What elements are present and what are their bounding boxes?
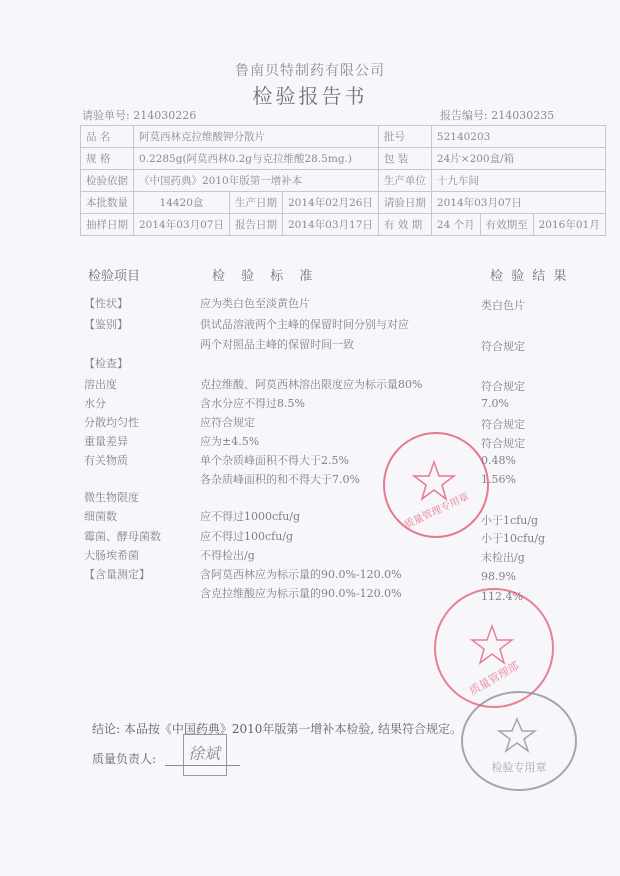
result-item: 水分	[84, 397, 106, 410]
request-date-value: 2014年03月07日	[431, 192, 605, 214]
report-number-value: 214030235	[491, 109, 555, 122]
result-standard: 各杂质峰面积的和不得大于7.0%	[200, 473, 360, 486]
result-standard: 应不得过100cfu/g	[200, 530, 294, 543]
product-name-label: 品 名	[81, 126, 134, 148]
package-label: 包 装	[378, 148, 431, 170]
result-value: 符合规定	[481, 418, 525, 431]
report-number	[440, 107, 554, 123]
result-standard: 应为±4.5%	[200, 435, 260, 448]
quality-department-stamp	[434, 588, 554, 708]
company-name: 鲁南贝特制药有限公司	[235, 63, 385, 79]
result-standard: 供试品溶液两个主峰的保留时间分别与对应	[200, 318, 409, 331]
request-date-label: 请验日期	[378, 192, 431, 214]
result-item: 分散均匀性	[84, 416, 139, 429]
report-date-value: 2014年03月17日	[282, 214, 378, 236]
basis-label: 检验依据	[81, 170, 134, 192]
result-value: 小于1cfu/g	[481, 514, 539, 527]
stamp-text: 质量管理专用章	[402, 491, 471, 532]
validity-value: 24 个月	[431, 214, 480, 236]
result-item: 微生物限度	[84, 491, 139, 504]
request-number-value: 214030226	[133, 109, 197, 122]
basis-value: 《中国药典》2010年版第一增补本	[134, 170, 379, 192]
column-header-result: 检 验 结 果	[490, 269, 569, 284]
result-standard: 克拉维酸、阿莫西林溶出限度应为标示量80%	[200, 378, 423, 391]
result-value: 112.4%	[481, 590, 523, 603]
request-number	[82, 107, 196, 123]
report-title: 检验报告书	[252, 84, 368, 108]
signature: 徐斌	[188, 744, 221, 763]
stamp-text: 质量管理部	[467, 659, 522, 698]
product-info-table	[80, 125, 606, 236]
product-name: 阿莫西林克拉维酸钾分散片	[134, 126, 379, 148]
result-standard: 含阿莫西林应为标示量的90.0%-120.0%	[200, 568, 402, 581]
result-item: 大肠埃希菌	[84, 549, 139, 562]
result-standard: 含克拉维酸应为标示量的90.0%-120.0%	[200, 587, 402, 600]
result-item: 重量差异	[84, 435, 128, 448]
result-value: 符合规定	[481, 340, 525, 353]
result-value: 类白色片	[481, 299, 525, 312]
package-value: 24片×200盒/箱	[431, 148, 605, 170]
column-header-item: 检验项目	[88, 269, 141, 284]
signature-line	[165, 765, 240, 766]
result-value: 98.9%	[481, 570, 516, 583]
result-standard: 不得检出/g	[200, 549, 255, 562]
result-value: 未检出/g	[481, 551, 525, 564]
validity-label: 有 效 期	[378, 214, 431, 236]
quantity-label: 本批数量	[81, 192, 134, 214]
quality-control-stamp	[383, 432, 489, 538]
batch-value: 52140203	[431, 126, 605, 148]
result-item: 有关物质	[84, 454, 128, 467]
result-item: 【性状】	[84, 297, 128, 310]
result-standard: 应为类白色至淡黄色片	[200, 297, 310, 310]
batch-label: 批号	[378, 126, 431, 148]
request-number-label: 请验单号:	[82, 109, 130, 122]
result-value: 7.0%	[481, 397, 509, 410]
producer-value: 十九车间	[431, 170, 605, 192]
quality-responsible-label: 质量负责人:	[92, 752, 157, 766]
result-item: 霉菌、酵母菌数	[84, 530, 161, 543]
result-item: 【鉴别】	[84, 318, 128, 331]
result-standard: 应不得过1000cfu/g	[200, 510, 301, 523]
conclusion-text: 结论: 本品按《中国药典》2010年版第一增补本检验, 结果符合规定。	[92, 722, 463, 736]
result-item: 溶出度	[84, 378, 117, 391]
inspection-stamp	[461, 691, 577, 791]
result-standard: 两个对照品主峰的保留时间一致	[200, 338, 354, 351]
result-value: 符合规定	[481, 437, 525, 450]
prod-date-label: 生产日期	[229, 192, 282, 214]
producer-label: 生产单位	[378, 170, 431, 192]
expiry-value: 2016年01月	[533, 214, 605, 236]
result-value: 小于10cfu/g	[481, 532, 546, 545]
result-item: 【检查】	[84, 357, 128, 370]
quantity-value: 14420盒	[134, 192, 230, 214]
expiry-label: 有效期至	[480, 214, 533, 236]
result-standard: 单个杂质峰面积不得大于2.5%	[200, 454, 349, 467]
result-item: 细菌数	[84, 510, 117, 523]
result-standard: 含水分应不得过8.5%	[200, 397, 305, 410]
column-header-standard: 检 验 标 准	[212, 269, 319, 284]
result-value: 0.48%	[481, 454, 516, 467]
stamp-text: 检验专用章	[491, 761, 547, 774]
prod-date-value: 2014年02月26日	[282, 192, 378, 214]
result-item: 【含量测定】	[84, 568, 150, 581]
spec-label: 规 格	[81, 148, 134, 170]
sample-date-value: 2014年03月07日	[134, 214, 230, 236]
result-value: 符合规定	[481, 380, 525, 393]
spec-value: 0.2285g(阿莫西林0.2g与克拉维酸28.5mg.)	[134, 148, 379, 170]
sample-date-label: 抽样日期	[81, 214, 134, 236]
result-value: 1.56%	[481, 473, 516, 486]
report-date-label: 报告日期	[229, 214, 282, 236]
result-standard: 应符合规定	[200, 416, 255, 429]
report-number-label: 报告编号:	[440, 109, 488, 122]
